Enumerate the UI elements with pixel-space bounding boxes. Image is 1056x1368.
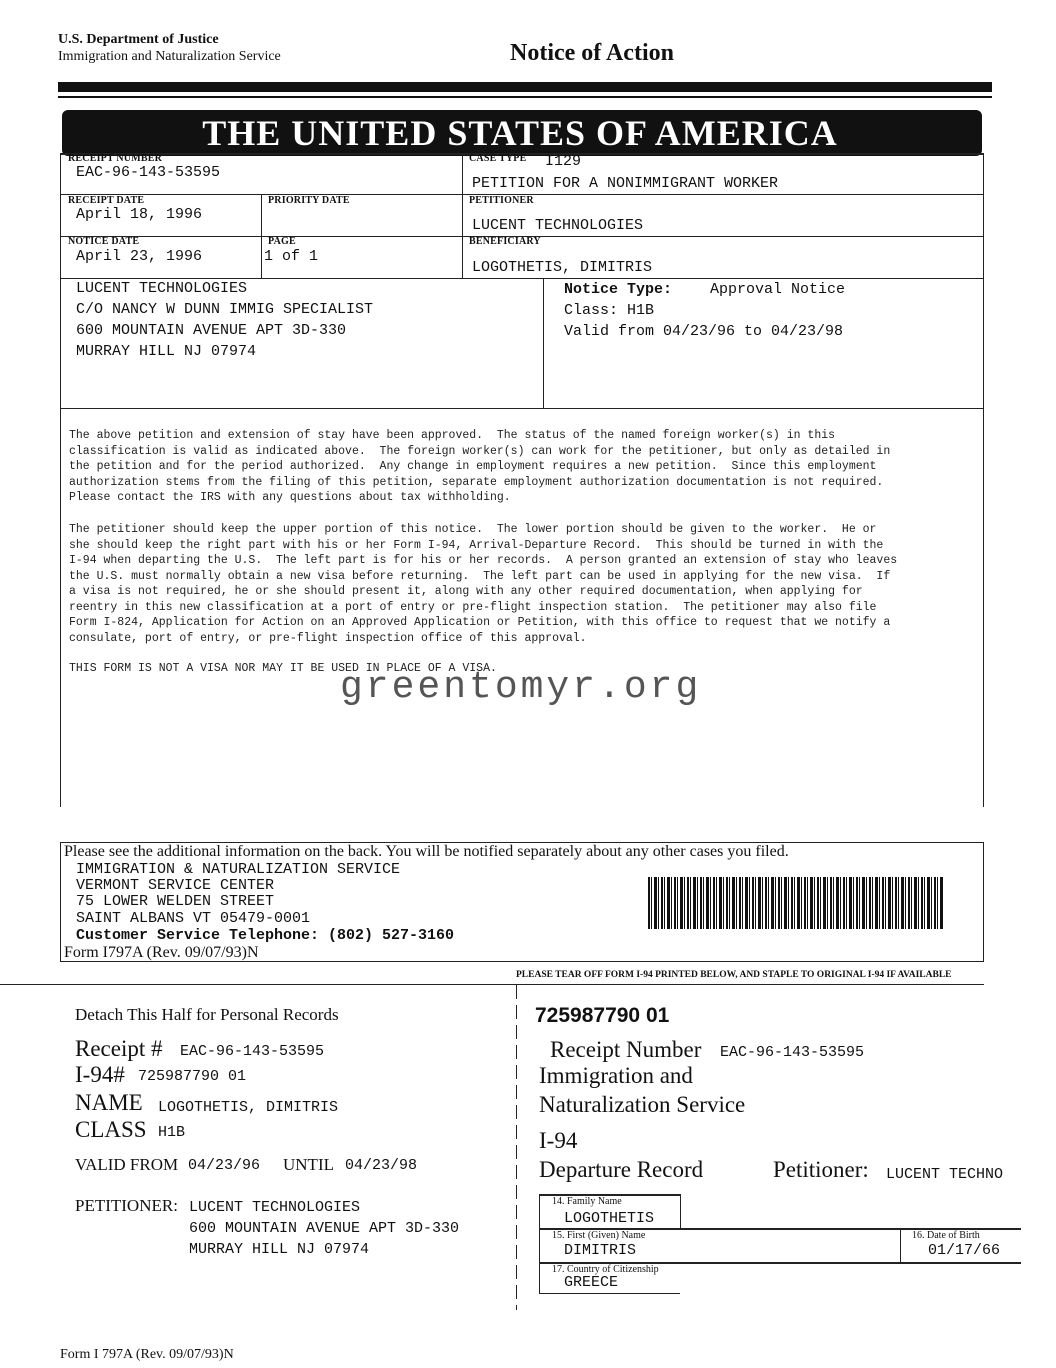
first-name-value: DIMITRIS <box>564 1242 637 1259</box>
receipt-value: EAC-96-143-53595 <box>180 1043 325 1060</box>
receipt-number-value: EAC-96-143-53595 <box>76 164 221 181</box>
notice-type-value: Approval Notice <box>710 281 846 298</box>
form-number-top: Form I797A (Rev. 09/07/93)N <box>64 944 259 961</box>
dob-divider <box>900 1228 901 1262</box>
page-label: PAGE <box>268 236 296 247</box>
stub-petitioner-line-2: 600 MOUNTAIN AVENUE APT 3D-330 <box>189 1220 460 1237</box>
class-value: H1B <box>158 1124 186 1141</box>
notice-class: Class: H1B <box>564 302 655 319</box>
family-right-rule <box>680 1194 681 1228</box>
until-label: UNTIL <box>283 1155 334 1174</box>
not-a-visa-warning: THIS FORM IS NOT A VISA NOR MAY IT BE USED IN PLACE OF A VISA. <box>69 662 497 675</box>
right-petitioner-label: Petitioner: <box>773 1157 869 1182</box>
country-value: GREECE <box>564 1274 619 1291</box>
agency-line-2: Naturalization Service <box>539 1092 746 1117</box>
header-rule-thick <box>58 82 992 92</box>
page-title: Notice of Action <box>510 40 674 66</box>
beneficiary-label: BENEFICIARY <box>469 236 541 247</box>
address-line-1: LUCENT TECHNOLOGIES <box>76 280 248 297</box>
notice-date-label: NOTICE DATE <box>68 236 140 247</box>
receipt-label: Receipt # <box>75 1036 163 1061</box>
until-value: 04/23/98 <box>345 1157 418 1174</box>
country-bottom <box>539 1293 680 1294</box>
tear-line <box>0 984 984 985</box>
grid-col2 <box>261 194 262 278</box>
beneficiary-value: LOGOTHETIS, DIMITRIS <box>472 259 653 276</box>
service-line-3: 75 LOWER WELDEN STREET <box>76 893 275 910</box>
petitioner-value: LUCENT TECHNOLOGIES <box>472 217 644 234</box>
address-line-4: MURRAY HILL NJ 07974 <box>76 343 257 360</box>
service-line-4: SAINT ALBANS VT 05479-0001 <box>76 910 311 927</box>
additional-info-notice: Please see the additional information on the back. You will be notified separately about any other cases you filed. <box>64 843 789 860</box>
receipt-number-label: RECEIPT NUMBER <box>68 153 163 164</box>
instructions-paragraph: The petitioner should keep the upper portion of this notice. The lower portion should be given to the worker. He or she should keep the right part with his or her Form I-94, Arrival-Departure Record. This should be turned in with the I-94 when departing the U.S. The left part is for his or her records. A person granted an extension of stay who leaves the U.S. must normally obtain a new visa before returning. The left part can be used in applying for the new visa. If a visa is not required, he or she should present it, along with any other required documentation, when applying for reentry in this new classification at a port of entry or pre-flight inspection station. The petitioner may also file Form I-824, Application for Action on an Approved Application or Petition, with this office to request that we notify a consulate, port of entry, or pre-flight inspection office of this approval. <box>69 523 898 645</box>
service-line-2: VERMONT SERVICE CENTER <box>76 877 275 894</box>
agency-line-1: Immigration and <box>539 1063 693 1088</box>
country-label: 17. Country of Citizenship <box>552 1264 659 1275</box>
priority-date-label: PRIORITY DATE <box>268 195 350 206</box>
right-receipt-label: Receipt Number <box>550 1037 702 1062</box>
form-number-bottom: Form I 797A (Rev. 09/07/93)N <box>60 1347 234 1362</box>
stub-petitioner-label: PETITIONER: <box>75 1196 178 1215</box>
address-line-2: C/O NANCY W DUNN IMMIG SPECIALIST <box>76 301 374 318</box>
receipt-date-label: RECEIPT DATE <box>68 195 145 206</box>
approval-paragraph: The above petition and extension of stay have been approved. The status of the named foreign worker(s) in this classification is valid as indicated above. The foreign worker(s) can work for the petitioner, but only as detailed in the petition and for the period authorized. Any change in employment requires a new petition. Since this employment authorization stems from the filing of this petition, separate employment authorization documentation is not required. Please contact the IRS with any questions about tax withholding. <box>69 429 891 504</box>
customer-service-phone: Customer Service Telephone: (802) 527-3160 <box>76 927 455 944</box>
grid-addr-div <box>543 278 544 408</box>
grid-row4 <box>60 408 984 409</box>
grid-row3 <box>60 278 984 279</box>
department-name: U.S. Department of Justice <box>58 32 219 47</box>
i94-value: 725987790 01 <box>138 1068 247 1085</box>
header-rule-thin <box>58 96 992 98</box>
i94-left-rule <box>539 1194 540 1294</box>
departure-record-title: Departure Record <box>539 1157 704 1182</box>
page-value: 1 of 1 <box>264 248 319 265</box>
family-name-label: 14. Family Name <box>552 1196 622 1207</box>
address-line-3: 600 MOUNTAIN AVENUE APT 3D-330 <box>76 322 347 339</box>
tear-off-instruction: PLEASE TEAR OFF FORM I-94 PRINTED BELOW, AND STAPLE TO ORIGINAL I-94 IF AVAILABLE <box>516 970 952 980</box>
case-type-label: CASE TYPE <box>469 153 527 164</box>
name-label: NAME <box>75 1090 143 1115</box>
dob-value: 01/17/66 <box>928 1242 1001 1259</box>
receipt-date-value: April 18, 1996 <box>76 206 203 223</box>
case-type-code: I129 <box>545 153 582 170</box>
grid-mid <box>462 153 463 279</box>
i94-number: 725987790 01 <box>535 1004 670 1027</box>
stub-divider <box>516 985 517 1310</box>
stub-petitioner-line-3: MURRAY HILL NJ 07974 <box>189 1241 370 1258</box>
i94-form-name: I-94 <box>539 1128 578 1153</box>
family-name-value: LOGOTHETIS <box>564 1210 655 1227</box>
case-type-description: PETITION FOR A NONIMMIGRANT WORKER <box>472 175 779 192</box>
watermark-text: greentomyr.org <box>340 666 702 709</box>
detach-instruction: Detach This Half for Personal Records <box>75 1005 339 1024</box>
notice-valid-range: Valid from 04/23/96 to 04/23/98 <box>564 323 844 340</box>
dob-label: 16. Date of Birth <box>912 1230 980 1241</box>
right-petitioner-value: LUCENT TECHNO <box>886 1166 1004 1183</box>
petitioner-label: PETITIONER <box>469 195 534 206</box>
banner-title: THE UNITED STATES OF AMERICA <box>202 113 838 153</box>
service-line-1: IMMIGRATION & NATURALIZATION SERVICE <box>76 861 401 878</box>
agency-name: Immigration and Naturalization Service <box>58 49 281 64</box>
notice-date-value: April 23, 1996 <box>76 248 203 265</box>
i94-label: I-94# <box>75 1062 125 1087</box>
stub-petitioner-line-1: LUCENT TECHNOLOGIES <box>189 1199 361 1216</box>
grid-left <box>60 153 61 807</box>
class-label: CLASS <box>75 1117 147 1142</box>
first-name-label: 15. First (Given) Name <box>552 1230 646 1241</box>
grid-right <box>983 153 984 807</box>
valid-from-label: VALID FROM <box>75 1155 179 1174</box>
right-receipt-value: EAC-96-143-53595 <box>720 1044 865 1061</box>
barcode <box>648 877 944 929</box>
valid-from-value: 04/23/96 <box>188 1157 261 1174</box>
name-value: LOGOTHETIS, DIMITRIS <box>158 1099 339 1116</box>
notice-type-label: Notice Type: <box>564 281 673 298</box>
